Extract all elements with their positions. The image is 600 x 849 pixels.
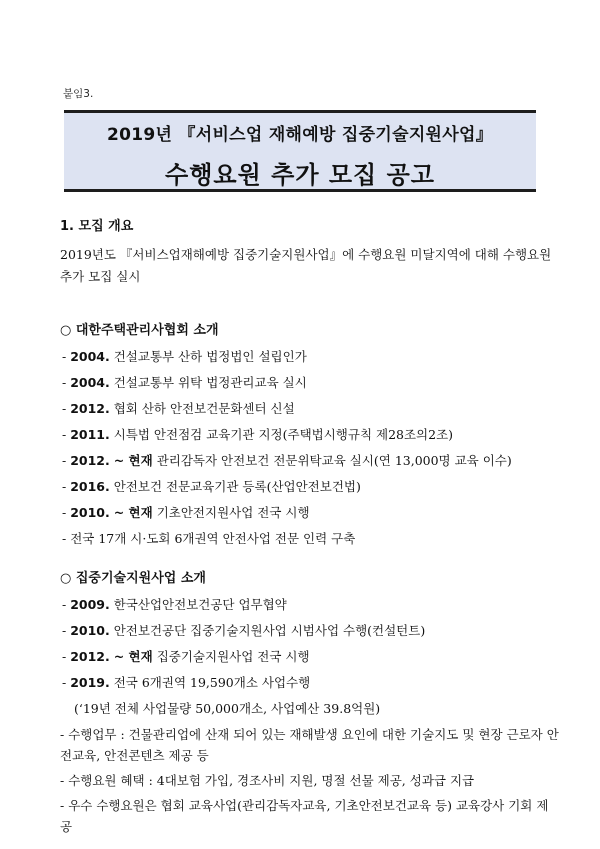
item-text: 전국 17개 시·도회 6개권역 안전사업 전문 인력 구축	[70, 531, 356, 546]
title-line2: 수행요원 추가 모집 공고	[165, 161, 435, 189]
item-current: ~ 현재	[113, 505, 153, 520]
item-text: 집중기술지원사업 전국 시행	[156, 649, 310, 664]
item-year: 2004.	[70, 375, 110, 390]
list-item: - 2019. 전국 6개권역 19,590개소 사업수행	[62, 675, 311, 690]
list-item: - 2004. 건설교통부 위탁 법정관리교육 실시	[62, 375, 307, 390]
annex-label: 붙임3.	[63, 88, 94, 100]
list-item: - 2010. ~ 현재 기초안전지원사업 전국 시행	[62, 505, 310, 520]
item-year: 2004.	[70, 349, 110, 364]
item-text: 건설교통부 위탁 법정관리교육 실시	[113, 375, 307, 390]
list-item: - 2004. 건설교통부 산하 법정법인 설립인가	[62, 349, 307, 364]
item-text: 한국산업안전보건공단 업무협약	[113, 597, 287, 612]
section1-text: 2019년도 『서비스업재해예방 집중기술지원사업』에 수행요원 미달지역에 대해 수행요원 추가 모집 실시	[60, 247, 552, 284]
program-bullets	[60, 724, 560, 837]
document-body	[60, 214, 560, 841]
item-year: 2011.	[70, 427, 110, 442]
item-text: 전국 6개권역 19,590개소 사업수행	[113, 675, 311, 690]
list-item: - 2012. 협회 산하 안전보건문화센터 신설	[62, 401, 295, 416]
list-item: - 2010. 안전보건공단 집중기술지원사업 시범사업 수행(컨설턴트)	[62, 623, 426, 638]
program-note: (‘19년 전체 사업물량 50,000개소, 사업예산 39.8억원)	[74, 701, 381, 716]
item-year: 2019.	[70, 675, 110, 690]
item-current: ~ 현재	[113, 649, 153, 664]
program-bullet: - 수행요원 혜택 : 4대보험 가입, 경조사비 지원, 명절 선물 제공, 성과급 지급	[60, 773, 475, 788]
item-current: ~ 현재	[113, 453, 153, 468]
item-year: 2012.	[70, 401, 110, 416]
item-text: 안전보건공단 집중기술지원사업 시범사업 수행(컨설턴트)	[113, 623, 426, 638]
item-year: 2012.	[70, 649, 110, 664]
item-text: 건설교통부 산하 법정법인 설립인가	[113, 349, 307, 364]
list-item: - 2009. 한국산업안전보건공단 업무협약	[62, 597, 287, 612]
item-text: 기초안전지원사업 전국 시행	[156, 505, 310, 520]
program-list	[60, 592, 560, 696]
title-line1: 2019년 『서비스업 재해예방 집중기술지원사업』	[106, 125, 494, 145]
title-box	[64, 110, 536, 192]
list-item: - 전국 17개 시·도회 6개권역 안전사업 전문 인력 구축	[62, 531, 356, 546]
section1-heading: 1. 모집 개요	[60, 219, 134, 234]
item-text: 협회 산하 안전보건문화센터 신설	[113, 401, 295, 416]
item-year: 2009.	[70, 597, 110, 612]
program-bullet: - 우수 수행요원은 협회 교육사업(관리감독자교육, 기초안전보건교육 등) 교육강사 기회 제공	[60, 798, 549, 834]
item-year: 2010.	[70, 623, 110, 638]
program-heading: ○ 집중기술지원사업 소개	[60, 571, 206, 586]
list-item: - 2016. 안전보건 전문교육기관 등록(산업안전보건법)	[62, 479, 361, 494]
association-heading: ○ 대한주택관리사협회 소개	[60, 323, 219, 338]
item-text: 관리감독자 안전보건 전문위탁교육 실시(연 13,000명 교육 이수)	[156, 453, 512, 468]
item-year: 2012.	[70, 453, 110, 468]
association-list	[60, 344, 560, 552]
list-item: - 2012. ~ 현재 집중기술지원사업 전국 시행	[62, 649, 310, 664]
list-item: - 2012. ~ 현재 관리감독자 안전보건 전문위탁교육 실시(연 13,000명 교육 이수)	[62, 453, 512, 468]
list-item: - 2011. 시특법 안전점검 교육기관 지정(주택법시행규칙 제28조의2조)	[62, 427, 454, 442]
item-text: 시특법 안전점검 교육기관 지정(주택법시행규칙 제28조의2조)	[113, 427, 454, 442]
item-year: 2010.	[70, 505, 110, 520]
item-year: 2016.	[70, 479, 110, 494]
item-text: 안전보건 전문교육기관 등록(산업안전보건법)	[113, 479, 361, 494]
program-bullet: - 수행업무 : 건물관리업에 산재 되어 있는 재해발생 요인에 대한 기술지도 및 현장 근로자 안전교육, 안전콘텐츠 제공 등	[60, 727, 559, 763]
